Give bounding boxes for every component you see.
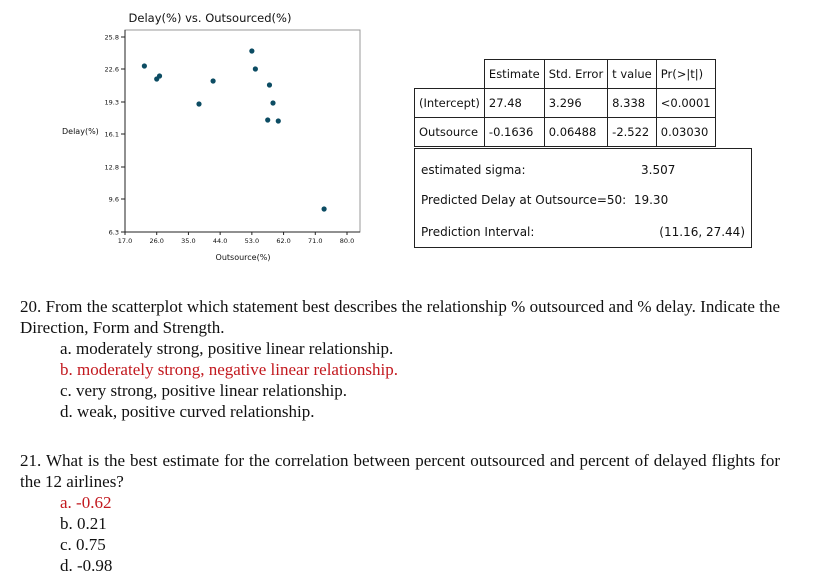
row-term: Outsource (415, 118, 485, 147)
data-point (267, 82, 272, 87)
prediction-summary-box (414, 148, 752, 248)
x-tick-label: 26.0 (149, 237, 164, 245)
data-point (253, 66, 258, 71)
x-tick-label: 53.0 (244, 237, 260, 245)
scatter-plot (0, 0, 400, 270)
row-p-value: 0.03030 (656, 118, 715, 147)
row-p-value: <0.0001 (656, 89, 715, 118)
option-a: a. moderately strong, positive linear relationship. (60, 339, 394, 358)
header-p-value: Pr(>|t|) (656, 60, 715, 89)
question-text: 20. From the scatterplot which statement best describes the relationship % outsourced and % delay. Indicate the Direction, Form and Strength. (20, 297, 780, 337)
header-std-error: Std. Error (544, 60, 607, 89)
regression-table (414, 59, 716, 147)
y-axis-label: Delay(%) (62, 127, 99, 136)
row-term: (Intercept) (415, 89, 485, 118)
x-ticks (118, 232, 354, 245)
data-point (321, 206, 326, 211)
data-point (210, 78, 215, 83)
y-tick-label: 25.8 (104, 33, 119, 42)
header-estimate: Estimate (484, 60, 544, 89)
y-tick-label: 16.1 (104, 130, 119, 139)
sigma-label: estimated sigma: (421, 163, 526, 177)
table-row (415, 89, 716, 118)
y-tick-label: 12.8 (104, 163, 119, 172)
row-std-error: 0.06488 (544, 118, 607, 147)
option-c: c. 0.75 (60, 535, 106, 554)
plot-area (125, 30, 360, 232)
header-t-value: t value (608, 60, 657, 89)
data-point (157, 73, 162, 78)
predicted-row (421, 193, 745, 207)
table-row (415, 118, 716, 147)
table-corner (415, 60, 485, 89)
x-tick-label: 44.0 (212, 237, 228, 245)
data-point (196, 101, 201, 106)
data-point (276, 118, 281, 123)
option-d: d. -0.98 (60, 556, 113, 575)
interval-value: (11.16, 27.44) (659, 225, 745, 239)
question-text: 21. What is the best estimate for the correlation between percent outsourced and percent of delayed flights for the 12 airlines? (20, 451, 780, 491)
option-b: b. 0.21 (60, 514, 107, 533)
y-tick-label: 22.6 (104, 65, 119, 74)
table-header-row (415, 60, 716, 89)
question-20 (20, 296, 780, 422)
option-a: a. -0.62 (60, 493, 112, 512)
data-point (265, 117, 270, 122)
row-estimate: -0.1636 (484, 118, 544, 147)
y-ticks (105, 34, 125, 237)
chart-title: Delay(%) vs. Outsourced(%) (128, 11, 292, 25)
x-tick-label: 62.0 (276, 237, 291, 245)
sigma-value: 3.507 (641, 163, 676, 177)
x-tick-label: 71.0 (308, 237, 323, 245)
option-b: b. moderately strong, negative linear relationship. (60, 360, 399, 379)
data-point (249, 48, 254, 53)
y-tick-label: 9.6 (108, 195, 119, 204)
interval-label: Prediction Interval: (421, 225, 535, 239)
x-axis-label: Outsource(%) (215, 253, 271, 262)
x-tick-label: 80.0 (339, 237, 355, 245)
sigma-row (421, 163, 745, 177)
x-tick-label: 17.0 (117, 237, 133, 245)
row-estimate: 27.48 (484, 89, 544, 118)
data-point (142, 63, 147, 68)
predicted-text: Predicted Delay at Outsource=50: 19.30 (421, 193, 669, 207)
y-tick-label: 19.3 (104, 98, 119, 107)
interval-row (421, 225, 745, 239)
row-std-error: 3.296 (544, 89, 607, 118)
x-tick-label: 35.0 (181, 237, 196, 245)
row-t-value: 8.338 (608, 89, 657, 118)
row-t-value: -2.522 (608, 118, 657, 147)
data-point (270, 100, 275, 105)
option-c: c. very strong, positive linear relationship. (60, 381, 348, 400)
question-21 (20, 450, 780, 576)
y-tick-label: 6.3 (108, 228, 119, 237)
option-d: d. weak, positive curved relationship. (60, 402, 315, 421)
